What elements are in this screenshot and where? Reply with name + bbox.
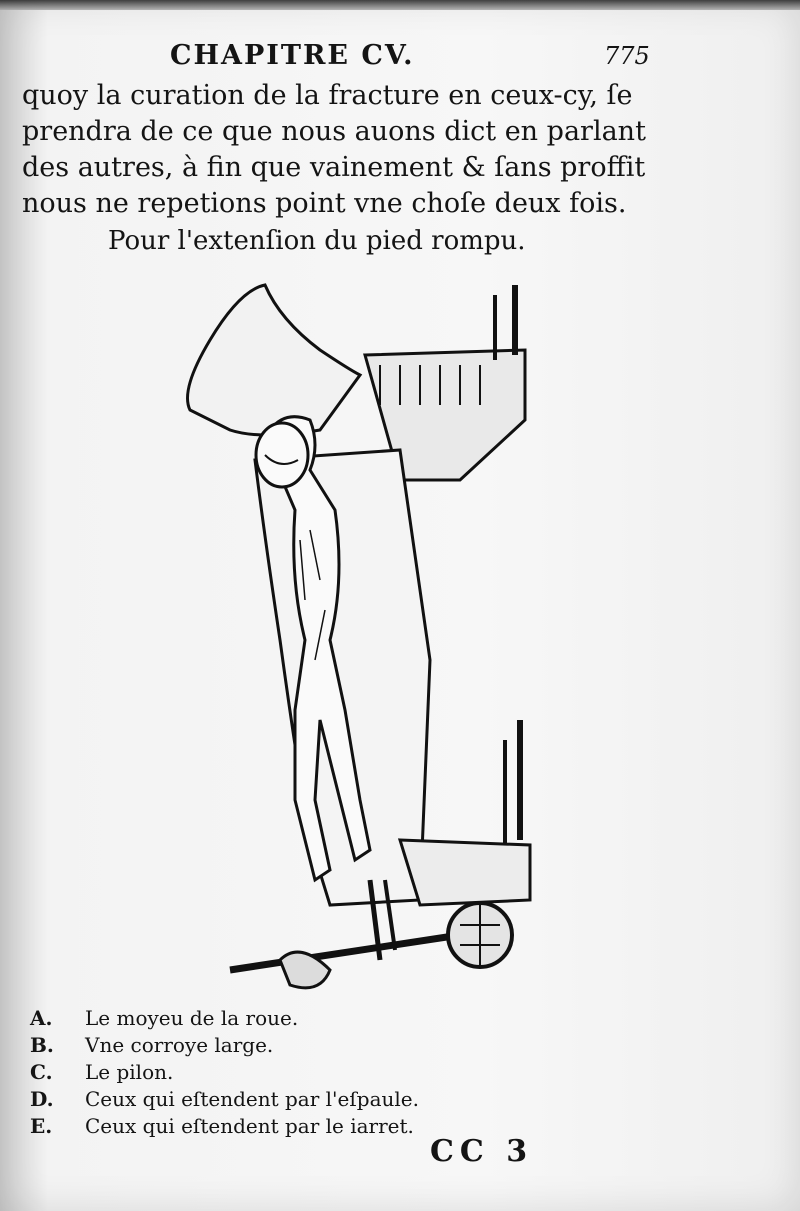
legend-letter: A. bbox=[30, 1006, 53, 1030]
legend-letter: E. bbox=[30, 1114, 53, 1138]
bedpost-bottom bbox=[400, 840, 530, 905]
legend-letter: C. bbox=[30, 1060, 53, 1084]
signature-mark: CC 3 bbox=[430, 1134, 534, 1169]
legend-text: Le moyeu de la roue. bbox=[85, 1006, 299, 1030]
body-line: quoy la curation de la fracture en ceux-cy, ſe bbox=[22, 80, 633, 111]
legend-text: Ceux qui eſtendent par l'eſpaule. bbox=[85, 1087, 419, 1111]
legend-letter: D. bbox=[30, 1087, 54, 1111]
legend-item bbox=[30, 1113, 419, 1140]
running-header bbox=[0, 38, 800, 78]
page-number: 775 bbox=[604, 42, 650, 70]
head-shape bbox=[256, 423, 308, 487]
chapter-heading: CHAPITRE CV. bbox=[170, 40, 415, 71]
page-top-edge bbox=[0, 0, 800, 10]
body-line: nous ne repetions point vne choſe deux fois. bbox=[22, 188, 627, 219]
legend-letter: B. bbox=[30, 1033, 54, 1057]
legend-item bbox=[30, 1005, 419, 1032]
legend-text: Ceux qui eſtendent par le iarret. bbox=[85, 1114, 414, 1138]
body-line: prendra de ce que nous auons dict en parlant bbox=[22, 116, 646, 147]
legend-item bbox=[30, 1032, 419, 1059]
legend-text: Vne corroye large. bbox=[85, 1033, 274, 1057]
woodcut-illustration bbox=[170, 280, 550, 1005]
figure-legend bbox=[30, 1005, 419, 1140]
traction-rod bbox=[230, 935, 460, 970]
body-paragraph bbox=[22, 78, 646, 222]
bolster-shape bbox=[188, 285, 361, 435]
body-line: des autres, à fin que vainement & ſans proffit bbox=[22, 152, 646, 183]
figure-caption-title: Pour l'extenſion du pied rompu. bbox=[108, 226, 526, 256]
legend-text: Le pilon. bbox=[85, 1060, 174, 1084]
legend-item bbox=[30, 1059, 419, 1086]
mattress-shape bbox=[255, 450, 430, 905]
legend-item bbox=[30, 1086, 419, 1113]
